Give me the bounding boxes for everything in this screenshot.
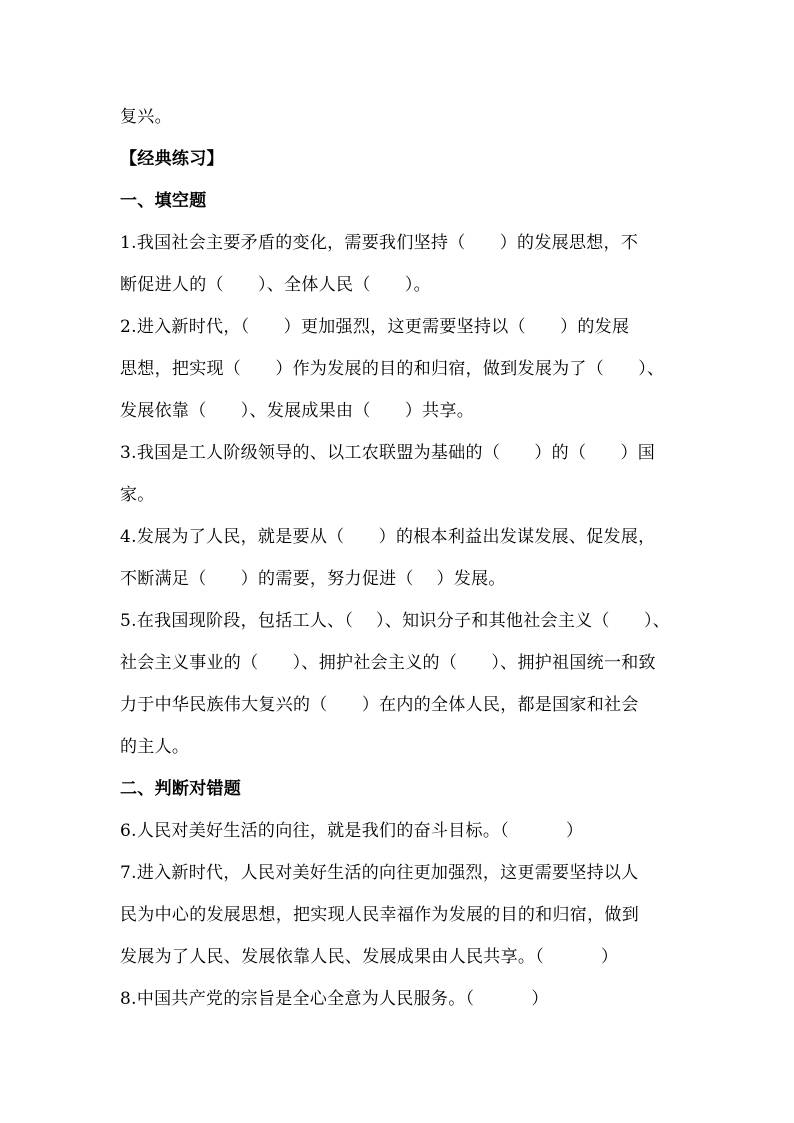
question-1-line-1: 1.我国社会主要矛盾的变化，需要我们坚持（ ）的发展思想，不 (120, 233, 639, 253)
question-7-line-3: 发展为了人民、发展依靠人民、发展成果由人民共享。（ ） (120, 947, 619, 967)
question-5-line-2: 社会主义事业的（ ）、拥护社会主义的（ ）、拥护祖国统一和致 (120, 653, 656, 673)
question-3-line-1: 3.我国是工人阶级领导的、以工农联盟为基础的（ ）的（ ）国 (120, 443, 656, 463)
text-line-continuation: 复兴。 (120, 107, 172, 127)
question-2-line-2: 思想，把实现（ ）作为发展的目的和归宿，做到发展为了（ ）、 (120, 359, 665, 379)
question-5-line-3: 力于中华民族伟大复兴的（ ）在内的全体人民，都是国家和社会 (120, 695, 639, 715)
question-1-line-2: 断促进人的（ ）、全体人民（ ）。 (120, 275, 431, 295)
question-3-line-2: 家。 (120, 485, 155, 505)
question-2-line-1: 2.进入新时代，（ ）更加强烈，这更需要坚持以（ ）的发展 (120, 317, 630, 337)
section-heading-classic-exercises: 【经典练习】 (120, 149, 224, 169)
question-7-line-1: 7.进入新时代，人民对美好生活的向往更加强烈，这更需要坚持以人 (120, 863, 639, 883)
subheading-true-false: 二、判断对错题 (120, 779, 242, 799)
question-6: 6.人民对美好生活的向往，就是我们的奋斗目标。（ ） (120, 821, 584, 841)
question-4-line-2: 不断满足（ ）的需要，努力促进（ ）发展。 (120, 569, 506, 589)
subheading-fill-in-blanks: 一、填空题 (120, 191, 207, 211)
question-7-line-2: 民为中心的发展思想，把实现人民幸福作为发展的目的和归宿，做到 (120, 905, 639, 925)
question-8: 8.中国共产党的宗旨是全心全意为人民服务。（ ） (120, 989, 549, 1009)
question-2-line-3: 发展依靠（ ）、发展成果由（ ）共享。 (120, 401, 475, 421)
question-5-line-4: 的主人。 (120, 737, 190, 757)
question-5-line-1: 5.在我国现阶段，包括工人、（ ）、知识分子和其他社会主义（ ）、 (120, 611, 671, 631)
question-4-line-1: 4.发展为了人民，就是要从（ ）的根本利益出发谋发展、促发展， (120, 527, 656, 547)
